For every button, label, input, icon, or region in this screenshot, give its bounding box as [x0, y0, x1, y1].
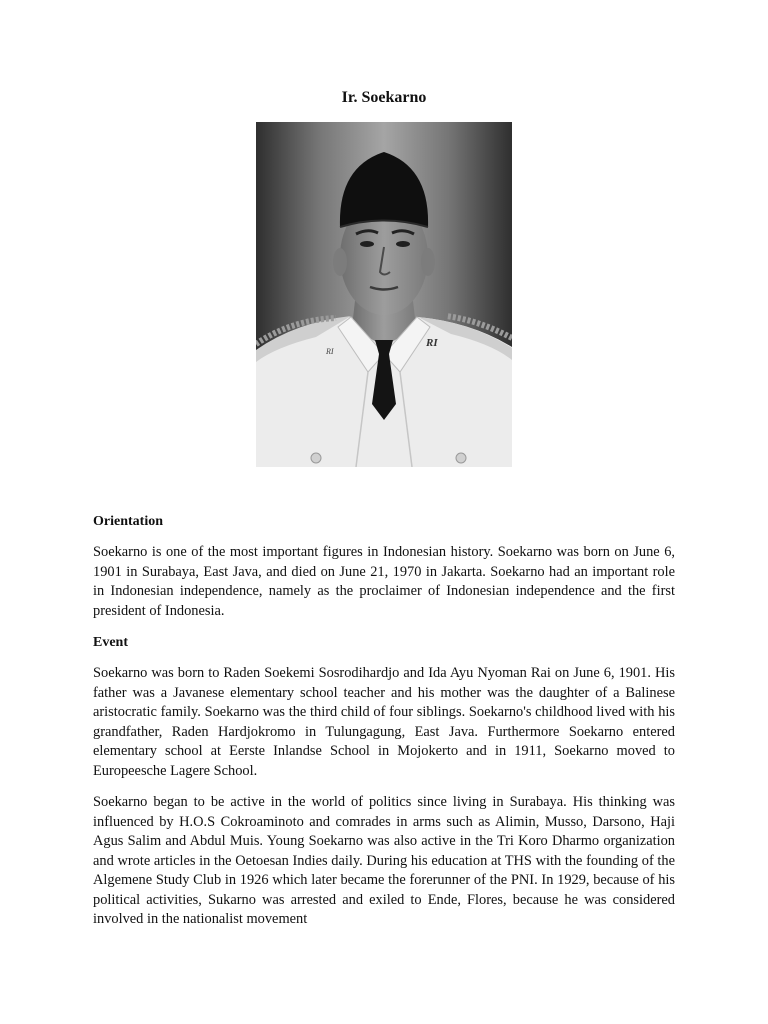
portrait-insignia-right: RI	[426, 337, 438, 349]
portrait-photo-icon	[256, 122, 512, 467]
section-heading-event: Event	[93, 635, 128, 650]
portrait-photo	[256, 122, 512, 467]
orientation-paragraph: Soekarno is one of the most important figures in Indonesian history. Soekarno was born on June 6, 1901 in Surabaya, East Java, and died on June 21, 1970 in Jakarta. Soekarno had an important role in Indonesian independence, namely as the proclaimer of Indonesian independence and the first president of Indonesia.	[93, 544, 675, 619]
event-paragraph-2: Soekarno began to be active in the world of politics since living in Surabaya. His thinking was influenced by H.O.S Cokroaminoto and comrades in arms such as Alimin, Musso, Darsono, Haji Agus Salim and Abdul Muis. Young Soekarno was also active in the Tri Koro Dharmo organization and wrote articles in the Oetoesan Indies daily. During his education at THS with the founding of the Algemene Study Club in 1926 which later became the forerunner of the PNI. In 1929, because of his political activities, Sukarno was arrested and exiled to Ende, Flores, because he was considered involved in the nationalist movement	[93, 794, 675, 927]
document-title: Ir. Soekarno	[341, 89, 427, 106]
document-body	[93, 512, 675, 942]
event-paragraph-1: Soekarno was born to Raden Soekemi Sosrodihardjo and Ida Ayu Nyoman Rai on June 6, 1901. His father was a Javanese elementary school teacher and his mother was the daughter of a Balinese aristocratic family. Soekarno was the third child of four siblings. Soekarno's childhood lived with his grandfather, Raden Hardjokromo in Tulungagung, East Java. Furthermore Soekarno entered elementary school at Eerste Inlandse School in Mojokerto and in 1911, Soekarno moved to Europeesche Lagere School.	[93, 665, 675, 779]
section-heading-orientation: Orientation	[93, 514, 163, 529]
portrait-insignia-left: RI	[326, 347, 334, 356]
